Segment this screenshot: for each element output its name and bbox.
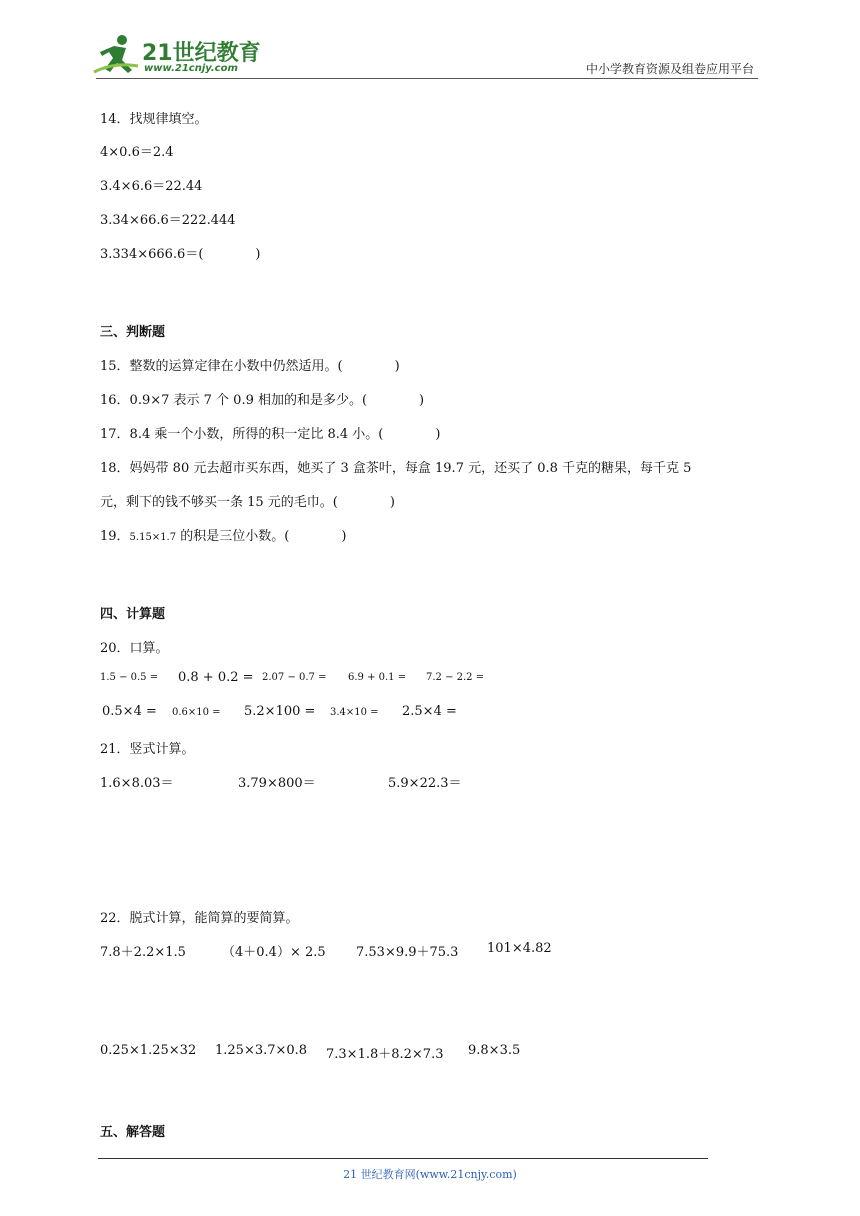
question-17: 17．8.4 乘一个小数，所得的积一定比 8.4 小。( ) (100, 427, 441, 442)
pattern-line-3: 3.34×66.6＝222.444 (100, 213, 236, 228)
oral-calc-item: 7.2 − 2.2 = (426, 672, 485, 683)
vertical-calc-item: 1.6×8.03＝ (100, 776, 174, 791)
oral-calc-item: 2.07 − 0.7 = (262, 672, 327, 683)
footer-divider (98, 1158, 708, 1159)
question-20-title: 20．口算。 (100, 641, 169, 656)
oral-calc-item: 1.5 − 0.5 = (100, 672, 159, 683)
question-18-line-1: 18．妈妈带 80 元去超市买东西，她买了 3 盒茶叶，每盒 19.7 元，还买了 0.8 千克的糖果，每千克 5 (100, 461, 692, 476)
vertical-calc-item: 5.9×22.3＝ (388, 776, 462, 791)
question-19-expression: 5.15×1.7 (129, 532, 177, 543)
pattern-line-2: 3.4×6.6＝22.44 (100, 179, 203, 194)
stepwise-calc-item: 1.25×3.7×0.8 (215, 1043, 308, 1058)
question-19-label: 19． (100, 529, 130, 544)
stepwise-calc-item: 101×4.82 (487, 941, 552, 956)
oral-calc-item: 3.4×10 = (330, 707, 379, 718)
section-4-heading: 四、计算题 (100, 607, 166, 622)
stepwise-calc-item: 0.25×1.25×32 (100, 1043, 197, 1058)
site-logo (92, 32, 262, 80)
question-19-text: 的积是三位小数。( ) (176, 529, 347, 544)
oral-calc-item: 2.5×4 = (402, 704, 457, 719)
stepwise-calc-item: 7.53×9.9＋75.3 (356, 945, 459, 960)
question-14-title: 14．找规律填空。 (100, 112, 208, 127)
stepwise-calc-item: 7.8＋2.2×1.5 (100, 945, 186, 960)
logo-text: 21世纪教育 (142, 41, 261, 66)
oral-calc-item: 6.9 + 0.1 = (348, 672, 407, 683)
question-16: 16．0.9×7 表示 7 个 0.9 相加的和是多少。( ) (100, 393, 425, 408)
vertical-calc-item: 3.79×800＝ (238, 776, 316, 791)
runner-logo-icon (92, 32, 140, 78)
logo-url: www.21cnjy.com (144, 63, 238, 74)
oral-calc-item: 0.5×4 = (102, 704, 157, 719)
question-15: 15．整数的运算定律在小数中仍然适用。( ) (100, 359, 400, 374)
oral-calc-item: 0.6×10 = (172, 707, 221, 718)
pattern-line-1: 4×0.6＝2.4 (100, 145, 174, 160)
footer-link[interactable]: 21 世纪教育网(www.21cnjy.com) (343, 1168, 517, 1181)
platform-title: 中小学教育资源及组卷应用平台 (585, 62, 754, 76)
question-19 (100, 525, 346, 544)
question-22-title: 22．脱式计算，能简算的要简算。 (100, 911, 299, 926)
section-3-heading: 三、判断题 (100, 325, 166, 340)
oral-calc-item: 0.8 + 0.2 = (178, 670, 254, 685)
question-18-line-2: 元，剩下的钱不够买一条 15 元的毛巾。( ) (100, 495, 395, 510)
pattern-line-4-blank: 3.334×666.6＝( ) (100, 247, 261, 262)
question-21-title: 21．竖式计算。 (100, 742, 195, 757)
header-divider (96, 78, 758, 79)
section-5-heading: 五、解答题 (100, 1125, 166, 1140)
stepwise-calc-item: 7.3×1.8＋8.2×7.3 (326, 1047, 444, 1062)
stepwise-calc-item: 9.8×3.5 (468, 1043, 521, 1058)
stepwise-calc-item: （4＋0.4）× 2.5 (222, 945, 326, 960)
oral-calc-item: 5.2×100 = (244, 704, 316, 719)
